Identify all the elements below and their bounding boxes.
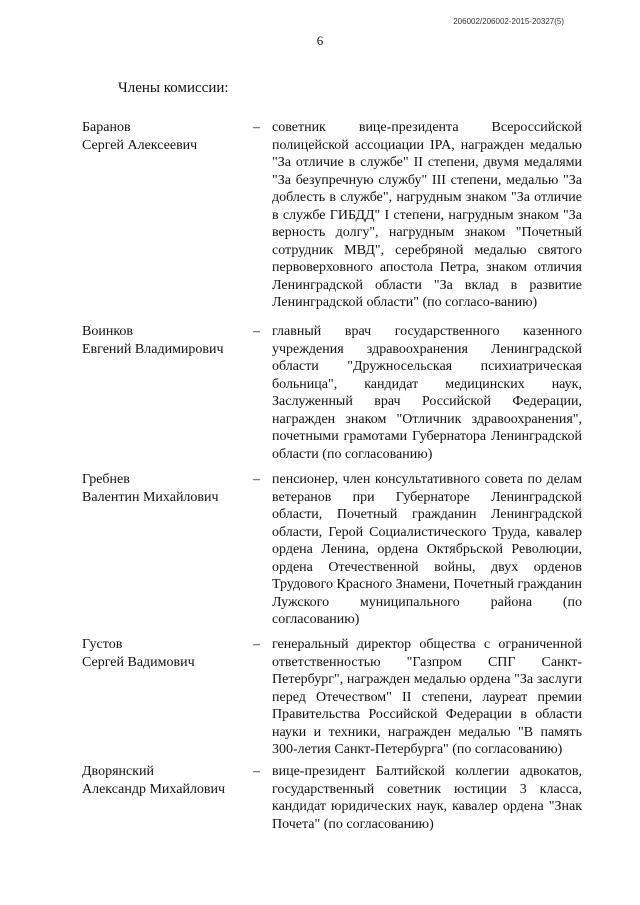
member-name — [82, 119, 197, 155]
member-surname: Дворянский — [82, 764, 154, 779]
member-description: вице-президент Балтийской коллегии адвокатов, государственный советник юстиции 3 класса, кандидат юридических наук, кавалер ордена "Знак Почета" (по согласованию) — [272, 764, 582, 832]
page-number: 6 — [316, 33, 324, 48]
member-given-name: Валентин Михайлович — [82, 490, 219, 505]
document-id: 206002/206002-2015-20327(5) — [453, 17, 564, 26]
entry-dash: – — [253, 324, 260, 339]
member-surname: Воинков — [82, 324, 134, 339]
member-name — [82, 763, 225, 799]
section-title: Члены комиссии: — [118, 80, 229, 96]
member-surname: Гребнев — [82, 472, 130, 487]
member-description: советник вице-президента Всероссийской полицейской ассоциации IPA, награжден медалью "За отличие в службе" II степени, двумя медалями "За безупречную службу" III степени, медалью "За доблесть в службе", нагрудным знаком "За отличие в службе ГИБДД" I степени, нагрудным знаком "За верность долгу", нагрудным знаком "Почетный сотрудник МВД", серебряной медалью святого первоверховного апостола Петра, знаком отличия Ленинградской области "За вклад в развитие Ленинградской области" (по согласо-ванию) — [272, 120, 582, 310]
member-description: пенсионер, член консультативного совета по делам ветеранов при Губернаторе Ленинградской области, Почетный гражданин Ленинградской области, Герой Социалистического Труда, кавалер ордена Ленина, ордена Октябрьской Революции, ордена Отечественной войны, двух орденов Трудового Красного Знамени, Почетный гражданин Лужского муниципального района (по согласованию) — [272, 472, 582, 627]
member-name — [82, 471, 219, 507]
entry-dash: – — [253, 120, 260, 135]
member-description: генеральный директор общества с ограниченной ответственностью "Газпром СПГ Санкт-Петербург", награжден медалью ордена "За заслуги перед Отечеством" II степени, лауреат премии Правительства Российской Федерации в области науки и техники, награжден медалью "В память 300-летия Санкт-Петербурга" (по согласованию) — [272, 637, 582, 757]
member-surname: Густов — [82, 637, 123, 652]
member-description: главный врач государственного казенного учреждения здравоохранения Ленинградской области "Дружносельская психиатрическая больница", кандидат медицинских наук, Заслуженный врач Российской Федерации, награжден знаком "Отличник здравоохранения", почетными грамотами Губернатора Ленинградской области (по согласованию) — [272, 324, 582, 462]
entry-dash: – — [253, 764, 260, 779]
member-given-name: Сергей Алексеевич — [82, 138, 198, 153]
member-given-name: Александр Михайлович — [82, 782, 226, 797]
entry-dash: – — [253, 637, 260, 652]
member-name — [82, 636, 195, 672]
member-given-name: Евгений Владимирович — [82, 342, 224, 357]
member-name — [82, 323, 224, 359]
member-given-name: Сергей Вадимович — [82, 655, 195, 670]
member-surname: Баранов — [82, 120, 131, 135]
entry-dash: – — [253, 472, 260, 487]
